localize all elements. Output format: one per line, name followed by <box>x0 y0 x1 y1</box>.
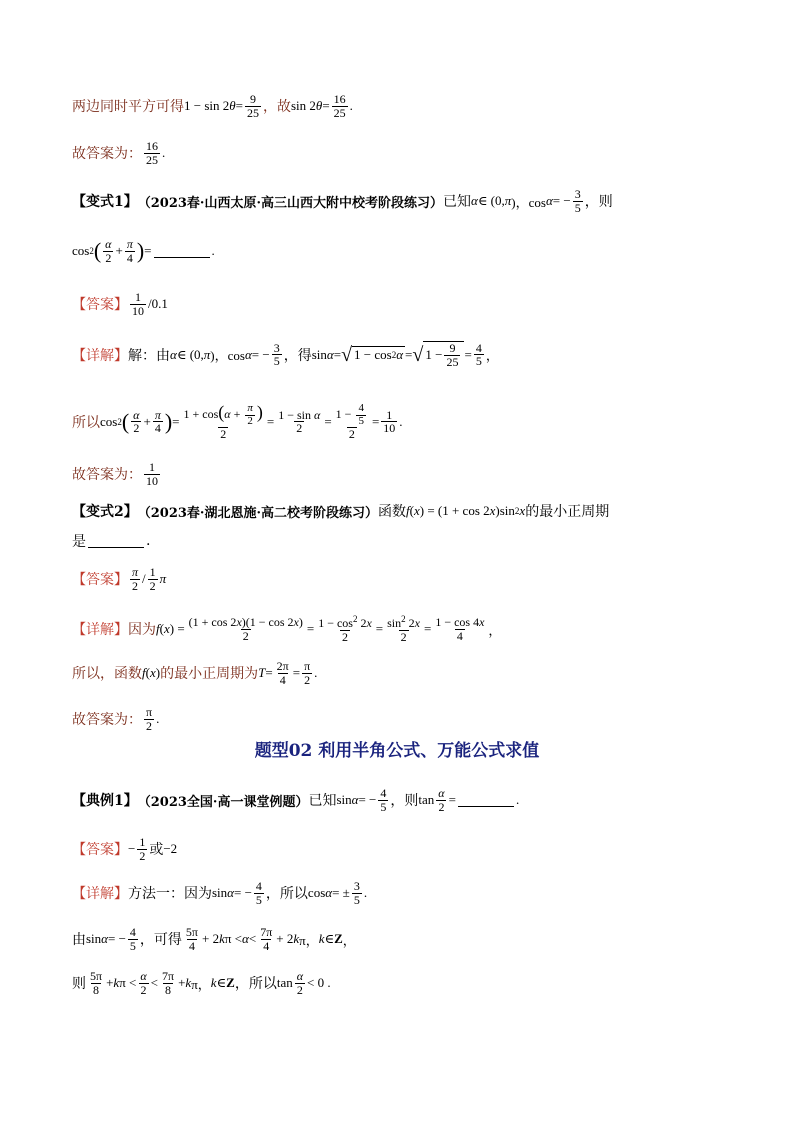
math: $\frac{5\pi}{8}$ + k π < $\frac{\alpha}{2}$ < $\frac{7\pi}{8}$ + k π， k ∈ Z <box>90 969 235 997</box>
answer-line-1: 故答案为： $\frac{1}{10}$ <box>72 461 734 487</box>
detail-3-cont: 由 sin α = − $\frac{4}{5}$ ，可得 $\frac{5\pi}{4}$ + 2 k π < α < $\frac{7\pi}{4}$ + 2 k π， k ∈ Z ， <box>72 925 356 953</box>
math: cos 2 ( $\frac{\alpha}{2}$ + $\frac{\pi}{4}$ ) = . <box>72 237 215 265</box>
detail-3-then: 则 $\frac{5\pi}{8}$ + k π < $\frac{\alpha}{2}$ < $\frac{7\pi}{8}$ + k π， k ∈ Z ，所以 tan $\frac{\alpha}{2}$ < 0 . <box>72 969 331 997</box>
answer-2: 【答案】 $\frac{\pi}{2}$ / $\frac{1}{2}$ π <box>72 565 167 593</box>
math: sin α = − $\frac{4}{5}$ <box>212 879 262 907</box>
detail-1: 【详解】 解：由 α ∈ (0, π )，cos α = − $\frac{3}{5}$ ，得 sin α = √ 1 − cos 2 α = √ 1 − $\frac{9}{25}$ = $\frac{4}{5}$ ， <box>72 340 499 369</box>
math: −2 <box>163 841 178 857</box>
detail-2: 【详解】 因为 f ( x ) = $\frac{(1 + \cos 2x)(1 - \cos 2x)}{2}$ = $\frac{1 - \cos^2 2x}{2}$ = $\frac{\sin^2 2x}{2}$ = $\frac{1 - \cos 4x}{4}$ ， <box>72 614 502 644</box>
math: sin α = − $\frac{4}{5}$ <box>86 925 136 953</box>
math: T = $\frac{2\pi}{4}$ = $\frac{\pi}{2}$ . <box>258 659 318 687</box>
math: 1 − sin 2 θ = $\frac{9}{25}$ <box>184 92 259 120</box>
variant-2-heading: 【变式2】 （2023春·湖北恩施·高二校考阶段练习） 函数 f ( x ) = (1 + cos 2 x )sin 2 x 的最小正周期 <box>72 503 610 521</box>
variant-1-question <box>72 238 734 264</box>
math: sin 2 θ = $\frac{16}{25}$ . <box>291 92 353 120</box>
detail-2-cont: 所以，函数 f ( x ) 的最小正周期为 T = $\frac{2\pi}{4}$ = $\frac{\pi}{2}$ . <box>72 659 318 687</box>
math: $\frac{1}{10}$ <box>132 290 144 318</box>
answer-blank <box>154 245 210 258</box>
math: $\frac{\pi}{2}$ / $\frac{1}{2}$ π <box>132 565 167 593</box>
math: tan $\frac{\alpha}{2}$ < 0 . <box>276 969 331 997</box>
text-line-1: 两边同时平方可得 1 − sin 2 θ = $\frac{9}{25}$ ，故 sin 2 θ = $\frac{16}{25}$ . <box>72 92 353 120</box>
math: sin α = √ 1 − cos 2 α = √ 1 − $\frac{9}{25}$ = $\frac{4}{5}$ ， <box>311 340 499 369</box>
variant-1-heading: 【变式1】 （2023春·山西太原·高三山西大附中校考阶段练习） 已知 α ∈ (0, π )，cos α = − $\frac{3}{5}$ ，则 <box>72 187 613 215</box>
answer-1: 【答案】 $\frac{1}{10}$ /0.1 <box>72 290 168 318</box>
section-title: 题型02 利用半角公式、万能公式求值 <box>254 741 540 761</box>
answer-3: 【答案】 − $\frac{1}{2}$ 或 −2 <box>72 835 178 863</box>
math: α ∈ (0, π )，cos α = − $\frac{3}{5}$ <box>470 187 581 215</box>
math: sin α = − $\frac{4}{5}$ <box>336 786 387 814</box>
math: $\frac{\pi}{2}$ . <box>146 705 160 733</box>
detail-3: 【详解】 方法一：因为 sin α = − $\frac{4}{5}$ ，所以 cos α = ± $\frac{3}{5}$ . <box>72 879 368 907</box>
math: f ( x ) <box>142 665 161 681</box>
math: f ( x ) = $\frac{(1 + \cos 2x)(1 - \cos 2x)}{2}$ = $\frac{1 - \cos^2 2x}{2}$ = $\frac{\sin^2 2x}{2}$ = $\frac{1 - \cos 4x}{4}$ ， <box>156 614 502 644</box>
math: f ( x ) = (1 + cos 2 x )sin 2 x <box>405 503 526 518</box>
answer-blank <box>88 535 144 548</box>
text-line-2: 故答案为： $\frac{16}{25}$ . <box>72 139 166 167</box>
math: tan $\frac{\alpha}{2}$ = . <box>418 786 520 814</box>
math: α ∈ (0, π )，cos α = − $\frac{3}{5}$ <box>170 340 280 369</box>
math: cos α = ± $\frac{3}{5}$ . <box>307 879 368 907</box>
example-1-heading: 【典例1】 （2023全国·高一课堂例题） 已知 sin α = − $\frac{4}{5}$ ，则 tan $\frac{\alpha}{2}$ = . <box>72 786 520 814</box>
variant-2-heading-cont: 是 . <box>72 533 151 550</box>
math: cos 2 ( $\frac{\alpha}{2}$ + $\frac{\pi}{4}$ ) = 1 + cos(α + $\frac{\pi}{2}$ ) 2 = $\frac{\text{1 − sin α}}{2}$ = 1 − $\frac{4}{5}$ 2 = $\frac{1}{10}$ . <box>100 402 403 442</box>
math: $\frac{16}{25}$ . <box>146 139 166 167</box>
math: − $\frac{1}{2}$ <box>128 835 146 863</box>
math: $\frac{5\pi}{4}$ + 2 k π < α < $\frac{7\pi}{4}$ + 2 k π， k ∈ Z ， <box>185 925 356 953</box>
answer-line-2: 故答案为： $\frac{\pi}{2}$ . <box>72 705 160 733</box>
detail-1-cont: 所以 cos 2 ( $\frac{\alpha}{2}$ + $\frac{\pi}{4}$ ) = 1 + cos(α + $\frac{\pi}{2}$ ) 2 = $\frac{\text{1 − sin α}}{2}$ = 1 − $\frac{4}{5}$ 2 = $\frac{1}{10}$ . <box>72 402 403 442</box>
answer-blank <box>458 794 514 807</box>
math: $\frac{1}{10}$ <box>146 460 158 488</box>
